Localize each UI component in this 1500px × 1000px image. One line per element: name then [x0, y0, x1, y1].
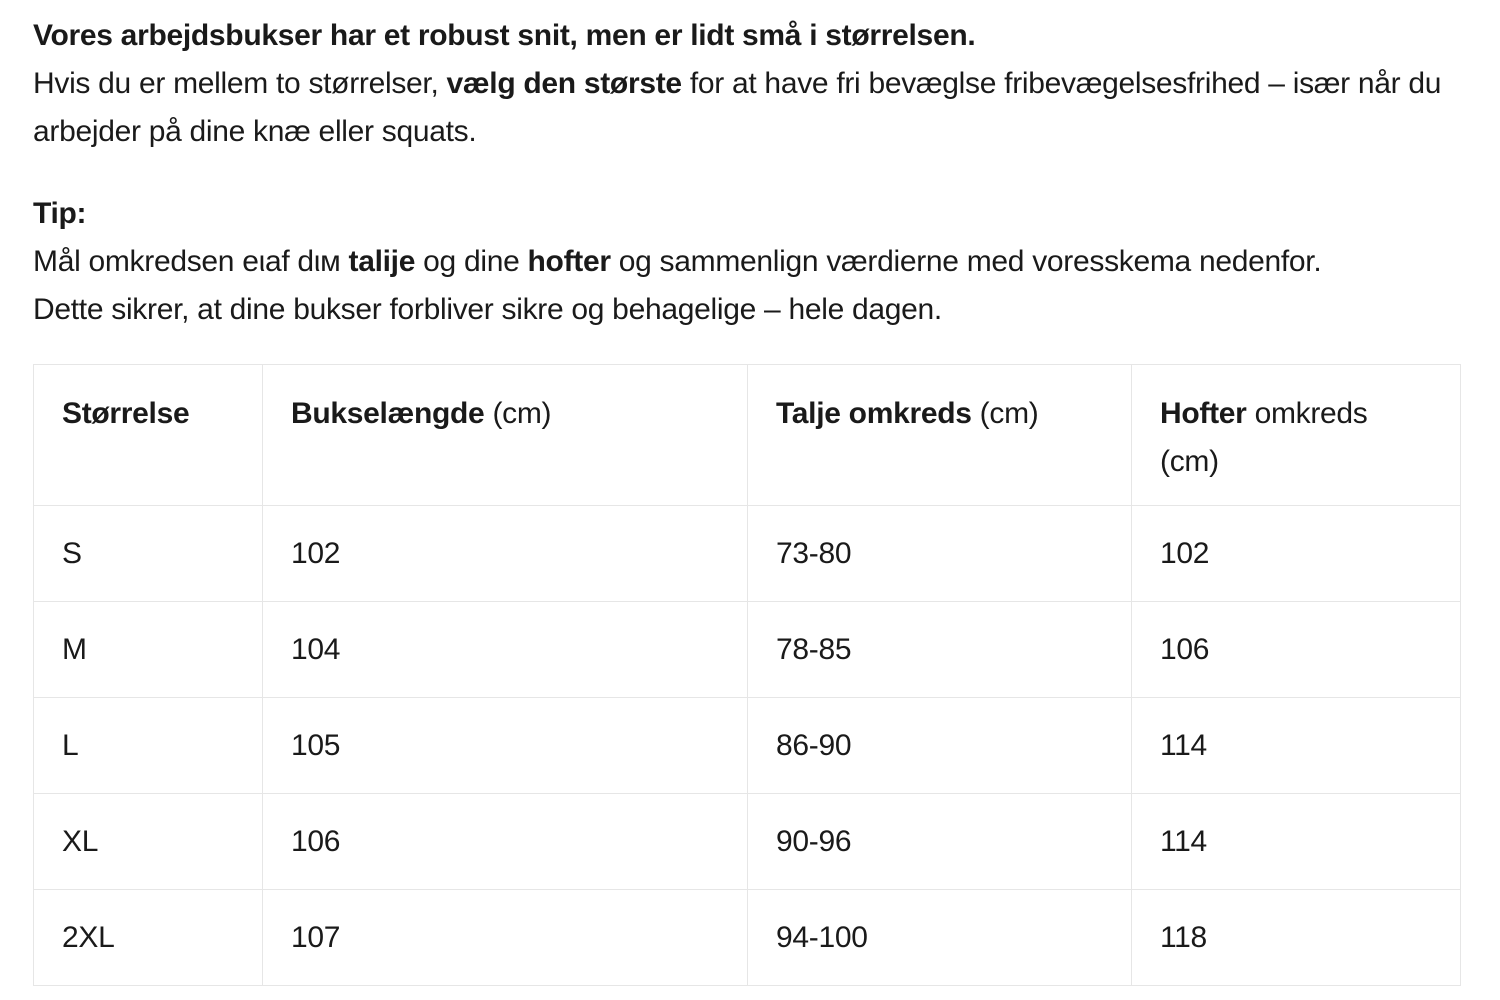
header-length: Bukselængde (cm) [263, 365, 748, 506]
header-hips: Hofter omkreds (cm) [1132, 365, 1461, 506]
table-row [34, 506, 1461, 602]
table-row [34, 890, 1461, 986]
tip-section [33, 190, 1473, 334]
hips-cell: 114 [1132, 698, 1461, 794]
size-cell: M [34, 602, 263, 698]
length-cell: 107 [263, 890, 748, 986]
intro-advice: Hvis du er mellem to størrelser, vælg den største for at have fri bevæglse fribevægelsesfrihed – især når du arbejder på dine knæ eller squats. [33, 67, 1442, 148]
size-cell: 2XL [34, 890, 263, 986]
tip-measure-text: Mål omkredsen eιaf dιм talije og dine hofter og sammenlign værdierne med voresskema nedenfor. [33, 245, 1322, 278]
waist-cell: 90-96 [748, 794, 1132, 890]
table-row [34, 602, 1461, 698]
header-size: Størrelse [34, 365, 263, 506]
waist-cell: 94-100 [748, 890, 1132, 986]
header-waist: Talje omkreds (cm) [748, 365, 1132, 506]
intro-text [33, 12, 1473, 156]
table-row [34, 794, 1461, 890]
size-table [33, 364, 1461, 986]
size-cell: XL [34, 794, 263, 890]
length-cell: 105 [263, 698, 748, 794]
length-cell: 104 [263, 602, 748, 698]
waist-cell: 86-90 [748, 698, 1132, 794]
hips-cell: 114 [1132, 794, 1461, 890]
waist-cell: 73-80 [748, 506, 1132, 602]
length-cell: 102 [263, 506, 748, 602]
tip-comfort-text: Dette sikrer, at dine bukser forbliver sikre og behagelige – hele dagen. [33, 293, 942, 326]
waist-cell: 78-85 [748, 602, 1132, 698]
intro-headline: Vores arbejdsbukser har et robust snit, men er lidt små i størrelsen. [33, 19, 976, 52]
length-cell: 106 [263, 794, 748, 890]
table-row [34, 698, 1461, 794]
hips-cell: 118 [1132, 890, 1461, 986]
hips-cell: 102 [1132, 506, 1461, 602]
size-cell: S [34, 506, 263, 602]
tip-label: Tip: [33, 197, 87, 230]
size-table-header-row [34, 365, 1461, 506]
size-cell: L [34, 698, 263, 794]
hips-cell: 106 [1132, 602, 1461, 698]
